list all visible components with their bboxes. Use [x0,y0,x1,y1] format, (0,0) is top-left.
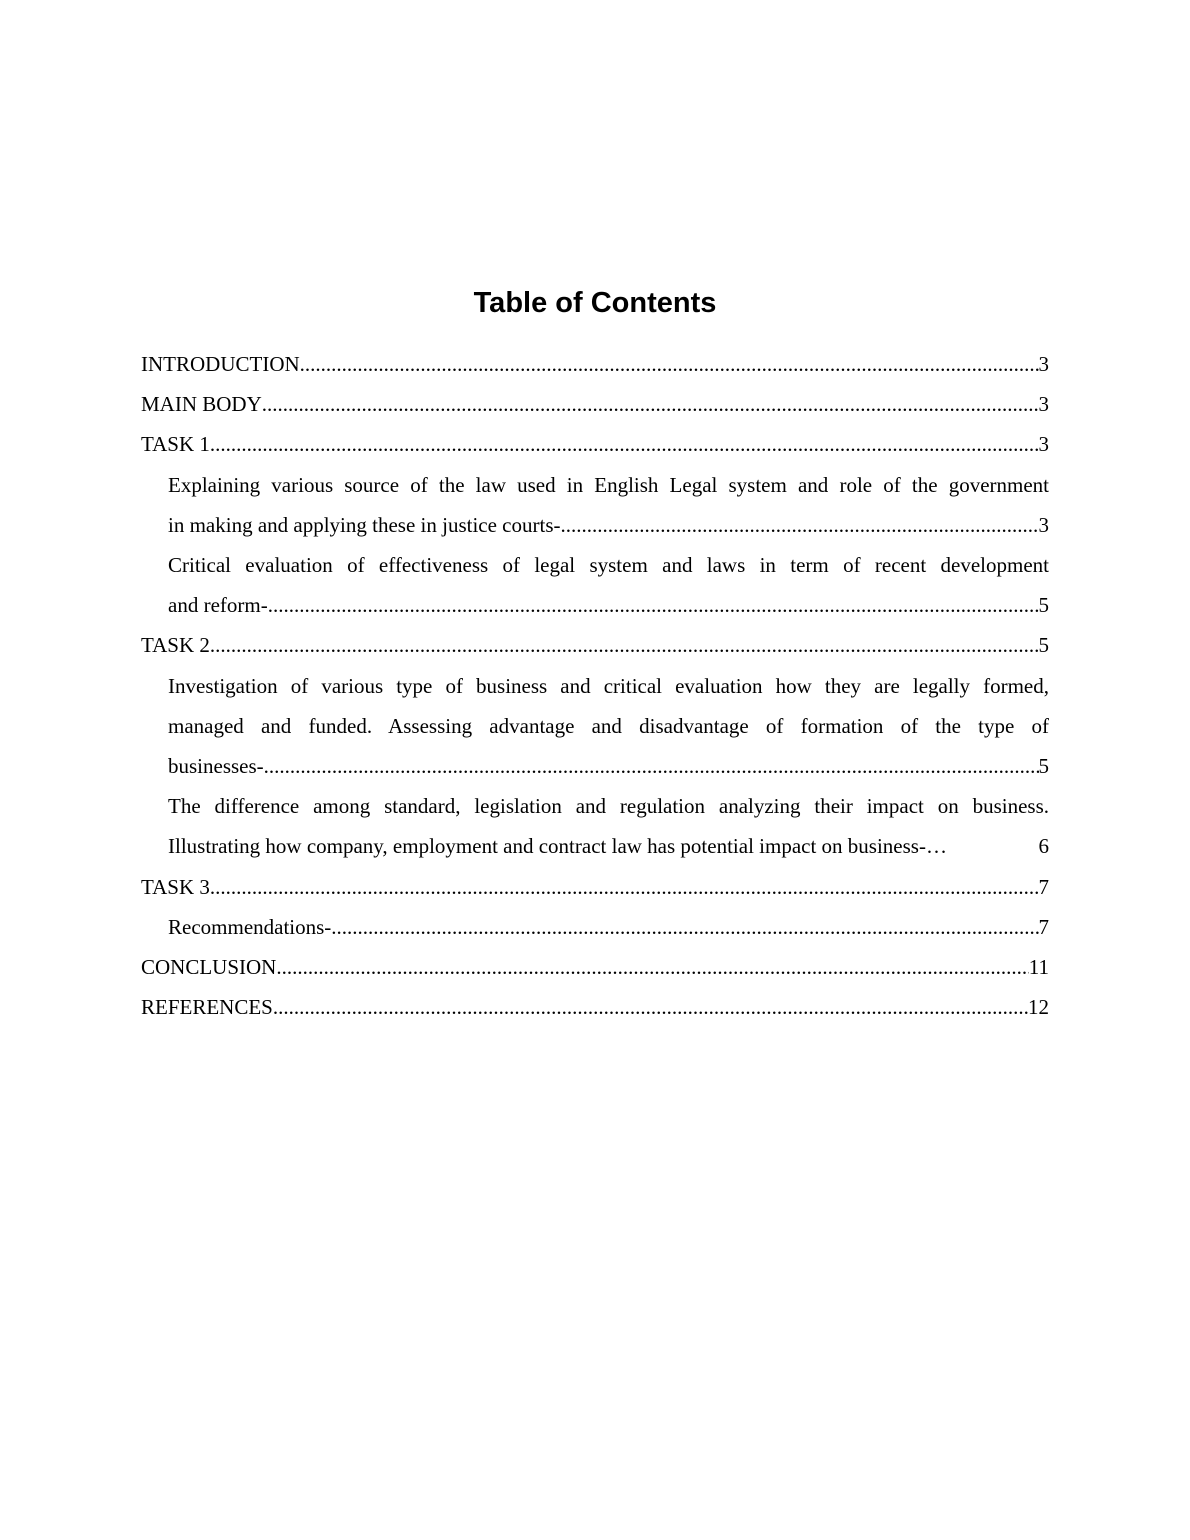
toc-entry-task-3[interactable] [141,867,1049,907]
toc-entry-task-1[interactable] [141,424,1049,464]
dot-leader [300,344,1039,384]
toc-entry-label: REFERENCES [141,995,273,1020]
toc-entry-page: 3 [1038,352,1049,376]
dot-leader [264,746,1039,786]
dot-leader [276,947,1028,987]
dot-leader [268,585,1039,625]
toc-entry-text-line: managed and funded. Assessing advantage and disadvantage of formation of the type of [168,713,1049,738]
toc-entry-recommendations[interactable] [141,907,1049,947]
toc-entry-label: Illustrating how company, employment and contract law has potential impact on business- [168,834,926,859]
toc-entry-label: Recommendations- [168,914,332,939]
toc-entry-page: 12 [1028,995,1049,1020]
toc-title: Table of Contents [473,287,717,319]
toc-entry-text-line: Explaining various source of the law used in English Legal system and role of the government [168,472,1049,497]
toc-entry-page: 3 [1038,392,1049,417]
toc-entry-label: and reform- [168,593,268,618]
toc-entry-standard-legislation[interactable] [141,786,1049,866]
toc-entry-label: INTRODUCTION [141,352,300,376]
toc-entry-main-body[interactable] [141,384,1049,424]
toc-entry-page: 6 [1038,834,1049,859]
toc-entry-label: TASK 1 [141,432,210,457]
toc-entry-label: MAIN BODY [141,392,262,417]
toc-entry-conclusion[interactable] [141,947,1049,987]
toc-entry-label: CONCLUSION [141,955,277,980]
table-of-contents [141,344,1049,1027]
dot-leader [262,384,1039,424]
dot-leader [210,867,1039,907]
dot-leader [210,424,1039,464]
toc-entry-sources-of-law[interactable] [141,465,1049,545]
toc-entry-label: TASK 2 [141,633,210,658]
dot-leader [331,907,1038,947]
toc-entry-text-line: Investigation of various type of business and critical evaluation how they are legally formed, [168,673,1049,698]
toc-entry-label: in making and applying these in justice courts- [168,512,561,537]
toc-entry-label: businesses- [168,754,264,779]
dot-leader [926,826,1039,866]
dot-leader [273,987,1028,1027]
toc-entry-page: 7 [1038,874,1049,899]
toc-entry-introduction[interactable] [141,344,1049,384]
toc-entry-page: 3 [1038,512,1049,537]
toc-entry-references[interactable] [141,987,1049,1027]
toc-entry-page: 11 [1028,955,1049,980]
toc-entry-business-types[interactable] [141,666,1049,787]
toc-entry-page: 5 [1038,593,1049,618]
toc-entry-critical-evaluation[interactable] [141,545,1049,625]
toc-entry-task-2[interactable] [141,625,1049,665]
toc-entry-text-line: Critical evaluation of effectiveness of legal system and laws in term of recent development [168,553,1049,578]
dot-leader [561,505,1039,545]
toc-entry-page: 5 [1038,754,1049,779]
toc-entry-text-line: The difference among standard, legislation and regulation analyzing their impact on business. [168,794,1049,819]
toc-entry-page: 3 [1038,432,1049,457]
dot-leader [210,625,1039,665]
toc-entry-page: 5 [1038,633,1049,658]
toc-entry-label: TASK 3 [141,874,210,899]
toc-entry-page: 7 [1038,914,1049,939]
